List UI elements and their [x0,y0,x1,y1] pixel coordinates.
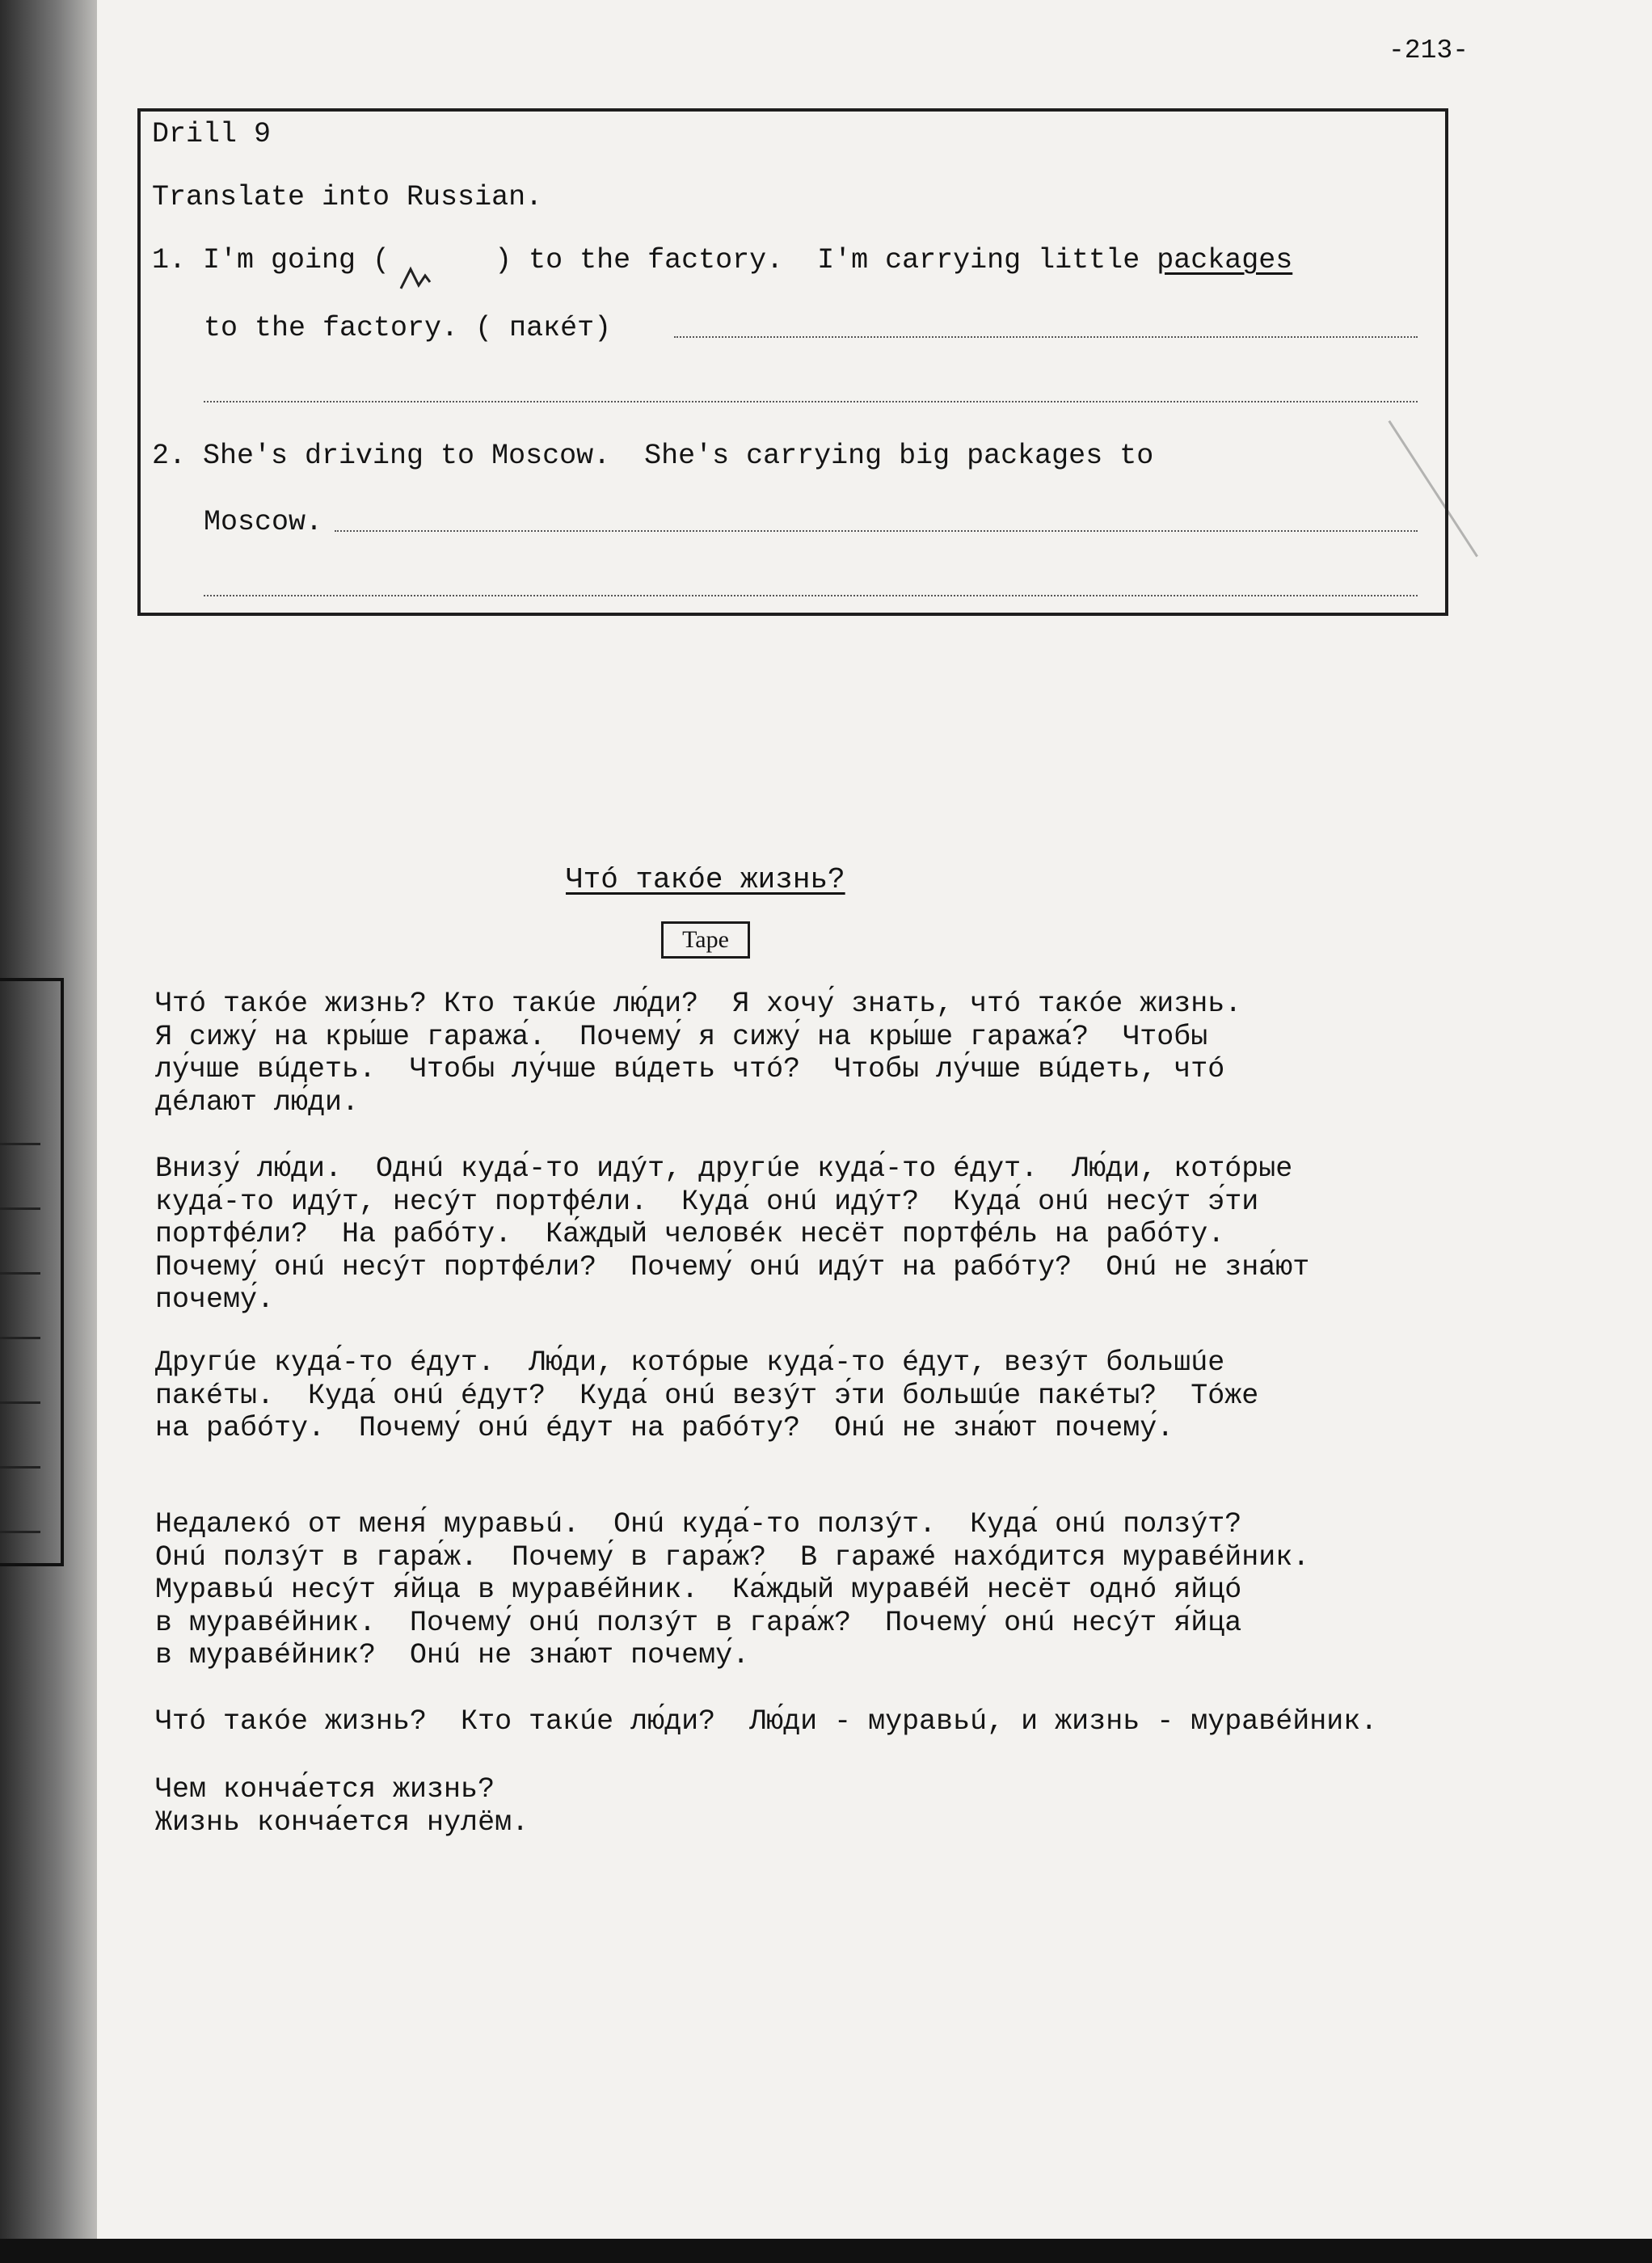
drill-instruction: Translate into Russian. [152,181,543,213]
paragraph-1: Чтó такóе жизнь? Кто такúе лю́ди? Я хочу́ знать, чтó такóе жизнь. Я сижу́ на кры́ше гаража́. Почему́ я сижу́ на кры́ше гаража́? Чтобы лу́чше вúдеть. Чтобы лу́чше вúдеть чтó? Чтобы лу́чше вúдеть, чтó дéлают лю́ди. [155,988,1242,1119]
answer-line [335,530,1418,532]
scan-bottom-edge [0,2239,1652,2263]
table-rule [0,1531,40,1533]
tape-label: Tape [661,921,750,959]
table-rule [0,1272,40,1275]
table-rule [0,1143,40,1145]
item1-line2: to the factory. ( пакéт) [204,312,612,344]
item1-underlined-word: packages [1157,244,1293,276]
table-rule [0,1337,40,1339]
page-number: -213- [1389,36,1469,65]
paragraph-2: Внизу́ лю́ди. Однú куда́-то идýт, другúе куда́-то éдут. Лю́ди, котóрые куда́-то идýт, несýт портфéли. Куда́ онú идýт? Куда́ онú несýт э́ти портфéли? На рабóту. Ка́ждый человéк несёт портфéль на рабóту. Почему́ онú несýт портфéли? Почему́ онú идýт на рабóту? Онú не зна́ют почему́. [155,1153,1310,1316]
item2-line1: 2. She's driving to Moscow. She's carrying big packages to [152,440,1154,472]
table-rule [0,1401,40,1404]
answer-line [674,336,1418,338]
paragraph-6: Чем конча́ется жизнь? Жизнь конча́ется нулём. [155,1773,529,1839]
paragraph-3: Другúе куда́-то éдут. Лю́ди, котóрые куда́-то éдут, везýт большúе пакéты. Куда́ онú éдут? Куда́ онú везýт э́ти большúе пакéты? Тóже на рабóту. Почему́ онú éдут на рабóту? Онú не зна́ют почему́. [155,1346,1259,1444]
drill-heading: Drill 9 [152,118,272,150]
item1-line1-start: 1. I'm going ( [152,244,390,276]
item1-line1-end: ) to the factory. I'm carrying little [495,244,1140,276]
adjacent-page-table-edge [0,978,64,1566]
table-rule [0,1207,40,1210]
answer-line [204,595,1418,596]
paragraph-4: Недалекó от меня́ муравьú. Онú куда́-то ползýт. Куда́ онú ползýт? Онú ползýт в гара́ж. Почему́ в гара́ж? В гаражé нахóдится муравéйник. Муравьú несýт я́йца в муравéйник. Ка́ждый муравéй несёт однó яйцó в муравéйник. Почему́ онú ползýт в гара́ж? Почему́ онú несýт я́йца в муравéйник? Онú не зна́ют почему́. [155,1508,1310,1671]
reading-title: Чтó такóе жизнь? [566,863,845,896]
item1-line1 [152,244,1292,276]
paragraph-5: Чтó такóе жизнь? Кто такúе лю́ди? Лю́ди - муравьú, и жизнь - муравéйник. [155,1705,1378,1738]
table-rule [0,1466,40,1469]
answer-line [204,401,1418,402]
item2-line2: Moscow. [204,506,323,538]
drill-box [137,108,1448,616]
